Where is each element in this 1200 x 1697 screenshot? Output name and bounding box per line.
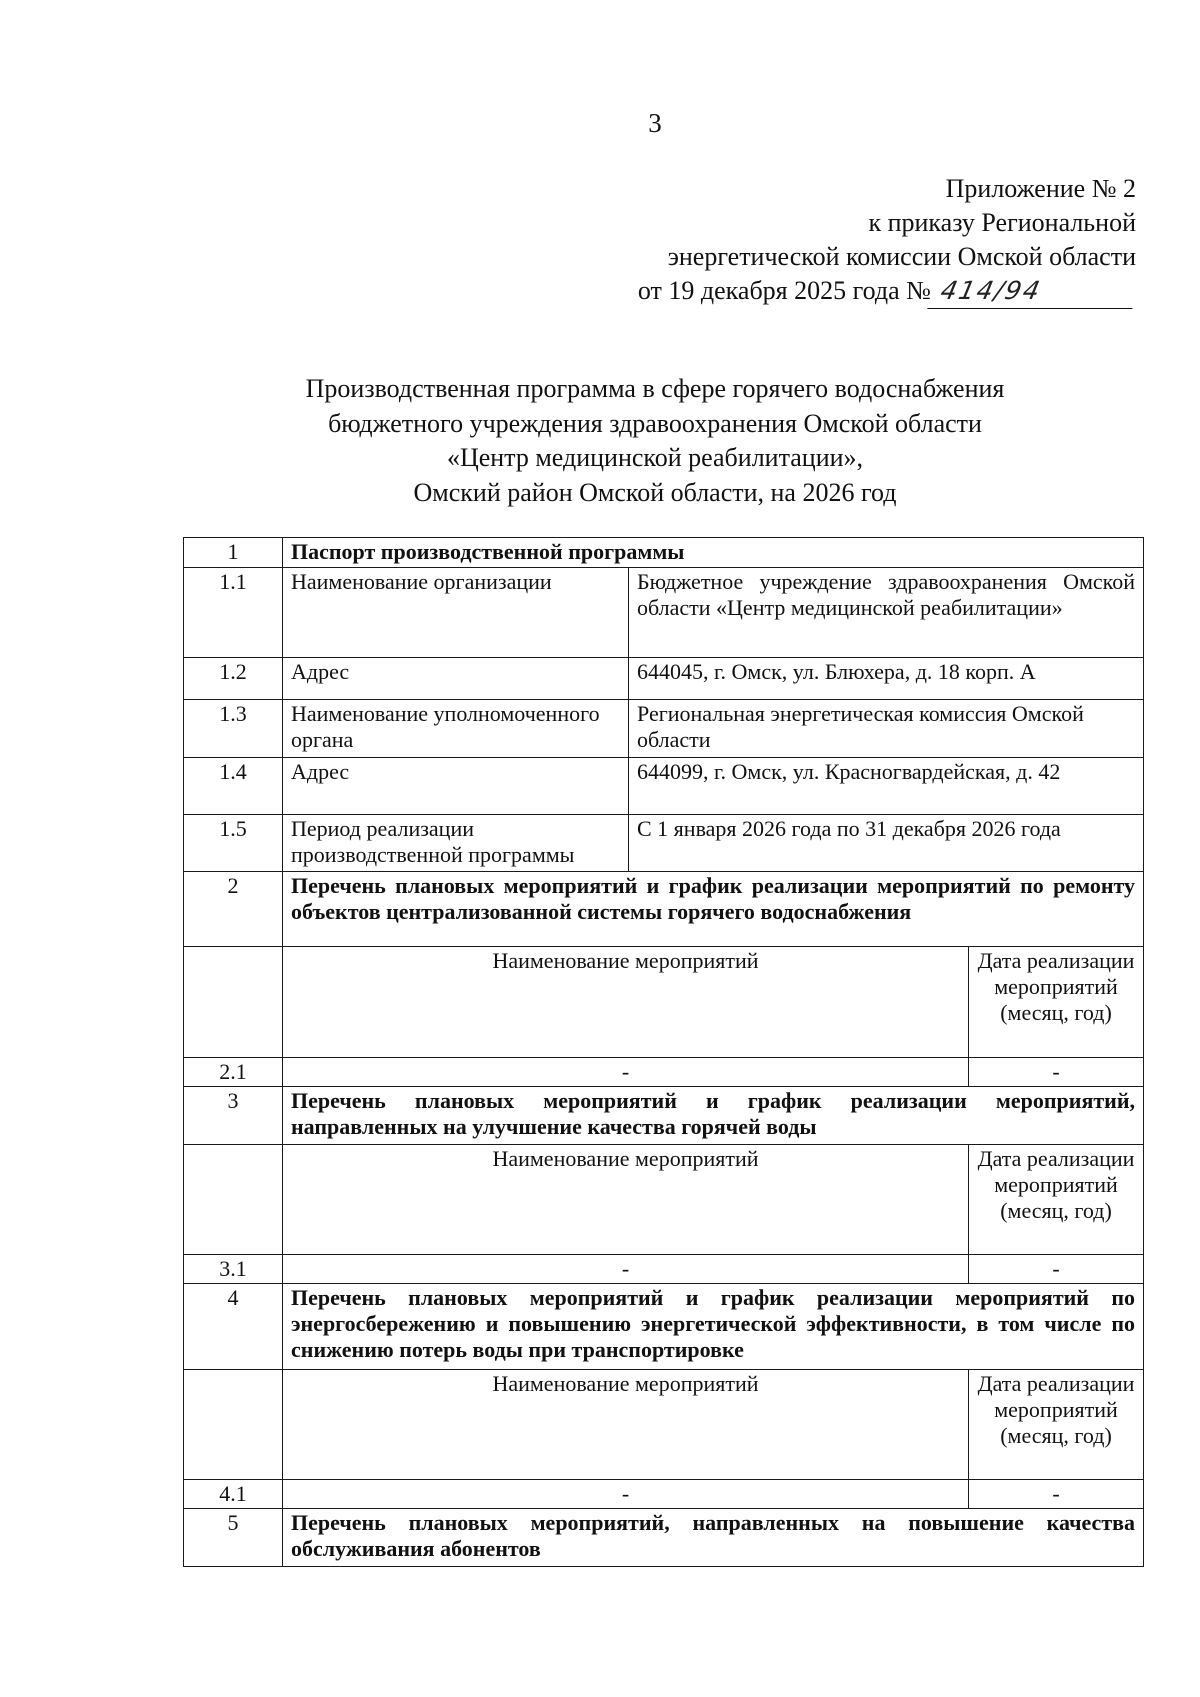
section-row-2 [184, 872, 1144, 947]
row-name: - [283, 1255, 969, 1284]
row-value: Региональная энергетическая комиссия Омской области [629, 700, 1144, 758]
section-number: 5 [184, 1509, 283, 1567]
order-number-handwritten: 414/94 [927, 274, 1139, 309]
row-label: Адрес [283, 758, 629, 815]
table-row [184, 1480, 1144, 1509]
row-date: - [969, 1058, 1144, 1087]
appendix-header [638, 172, 1136, 309]
column-header-date: Дата реализации мероприятий (месяц, год) [969, 947, 1144, 1058]
appendix-line-2: к приказу Региональной [868, 208, 1136, 237]
column-header-row [184, 1370, 1144, 1480]
row-number: 1.5 [184, 815, 283, 872]
row-number: 1.2 [184, 658, 283, 700]
row-label: Наименование уполномоченного органа [283, 700, 629, 758]
empty-cell [184, 947, 283, 1058]
table-row [184, 815, 1144, 872]
column-header-date: Дата реализации мероприятий (месяц, год) [969, 1370, 1144, 1480]
column-header-row [184, 947, 1144, 1058]
section-number: 2 [184, 872, 283, 947]
section-title: Перечень плановых мероприятий и график реализации мероприятий по энергосбережению и повышению энергетической эффективности, в том числе по снижению потерь воды при транспортировке [283, 1284, 1144, 1370]
table-row [184, 568, 1144, 658]
row-name: - [283, 1058, 969, 1087]
title-line-4: Омский район Омской области, на 2026 год [413, 477, 897, 507]
table-row [184, 658, 1144, 700]
row-value: С 1 января 2026 года по 31 декабря 2026 года [629, 815, 1144, 872]
section-number: 1 [184, 538, 283, 568]
row-value: 644099, г. Омск, ул. Красногвардейская, д. 42 [629, 758, 1144, 815]
row-date: - [969, 1255, 1144, 1284]
table-row [184, 700, 1144, 758]
section-row-4 [184, 1284, 1144, 1370]
column-header-name: Наименование мероприятий [283, 1145, 969, 1255]
row-label: Период реализации производственной программы [283, 815, 629, 872]
title-line-1: Производственная программа в сфере горячего водоснабжения [305, 374, 1005, 403]
row-number: 3.1 [184, 1255, 283, 1284]
document-title [170, 372, 1140, 510]
row-value: 644045, г. Омск, ул. Блюхера, д. 18 корп. А [629, 658, 1144, 700]
column-header-date: Дата реализации мероприятий (месяц, год) [969, 1145, 1144, 1255]
row-number: 1.1 [184, 568, 283, 658]
row-number: 4.1 [184, 1480, 283, 1509]
section-title: Паспорт производственной программы [283, 538, 1144, 568]
empty-cell [184, 1370, 283, 1480]
column-header-name: Наименование мероприятий [283, 1370, 969, 1480]
column-header-name: Наименование мероприятий [283, 947, 969, 1058]
row-number: 1.3 [184, 700, 283, 758]
table-row [184, 1255, 1144, 1284]
empty-cell [184, 1145, 283, 1255]
appendix-line-3: энергетической комиссии Омской области [667, 242, 1136, 271]
order-date: от 19 декабря 2025 года № [637, 276, 931, 305]
section-title: Перечень плановых мероприятий и график реализации мероприятий, направленных на улучшение качества горячей воды [283, 1087, 1144, 1145]
section-row-5 [184, 1509, 1144, 1567]
section-row-3 [184, 1087, 1144, 1145]
table-row [184, 1058, 1144, 1087]
title-line-3: «Центр медицинской реабилитации», [446, 443, 864, 472]
appendix-line-4 [638, 274, 1136, 309]
section-title: Перечень плановых мероприятий и график реализации мероприятий по ремонту объектов централизованной системы горячего водоснабжения [283, 872, 1144, 947]
row-name: - [283, 1480, 969, 1509]
section-number: 3 [184, 1087, 283, 1145]
section-title: Перечень плановых мероприятий, направленных на повышение качества обслуживания абонентов [283, 1509, 1144, 1567]
appendix-line-1: Приложение № 2 [945, 174, 1136, 203]
page-number: 3 [648, 108, 662, 138]
section-number: 4 [184, 1284, 283, 1370]
section-row-1 [184, 538, 1144, 568]
row-label: Наименование организации [283, 568, 629, 658]
column-header-row [184, 1145, 1144, 1255]
row-date: - [969, 1480, 1144, 1509]
row-value: Бюджетное учреждение здравоохранения Омской области «Центр медицинской реабилитации» [629, 568, 1144, 658]
table-row [184, 758, 1144, 815]
production-program-table [183, 537, 1144, 1567]
row-number: 1.4 [184, 758, 283, 815]
title-line-2: бюджетного учреждения здравоохранения Омской области [328, 408, 982, 438]
row-number: 2.1 [184, 1058, 283, 1087]
row-label: Адрес [283, 658, 629, 700]
